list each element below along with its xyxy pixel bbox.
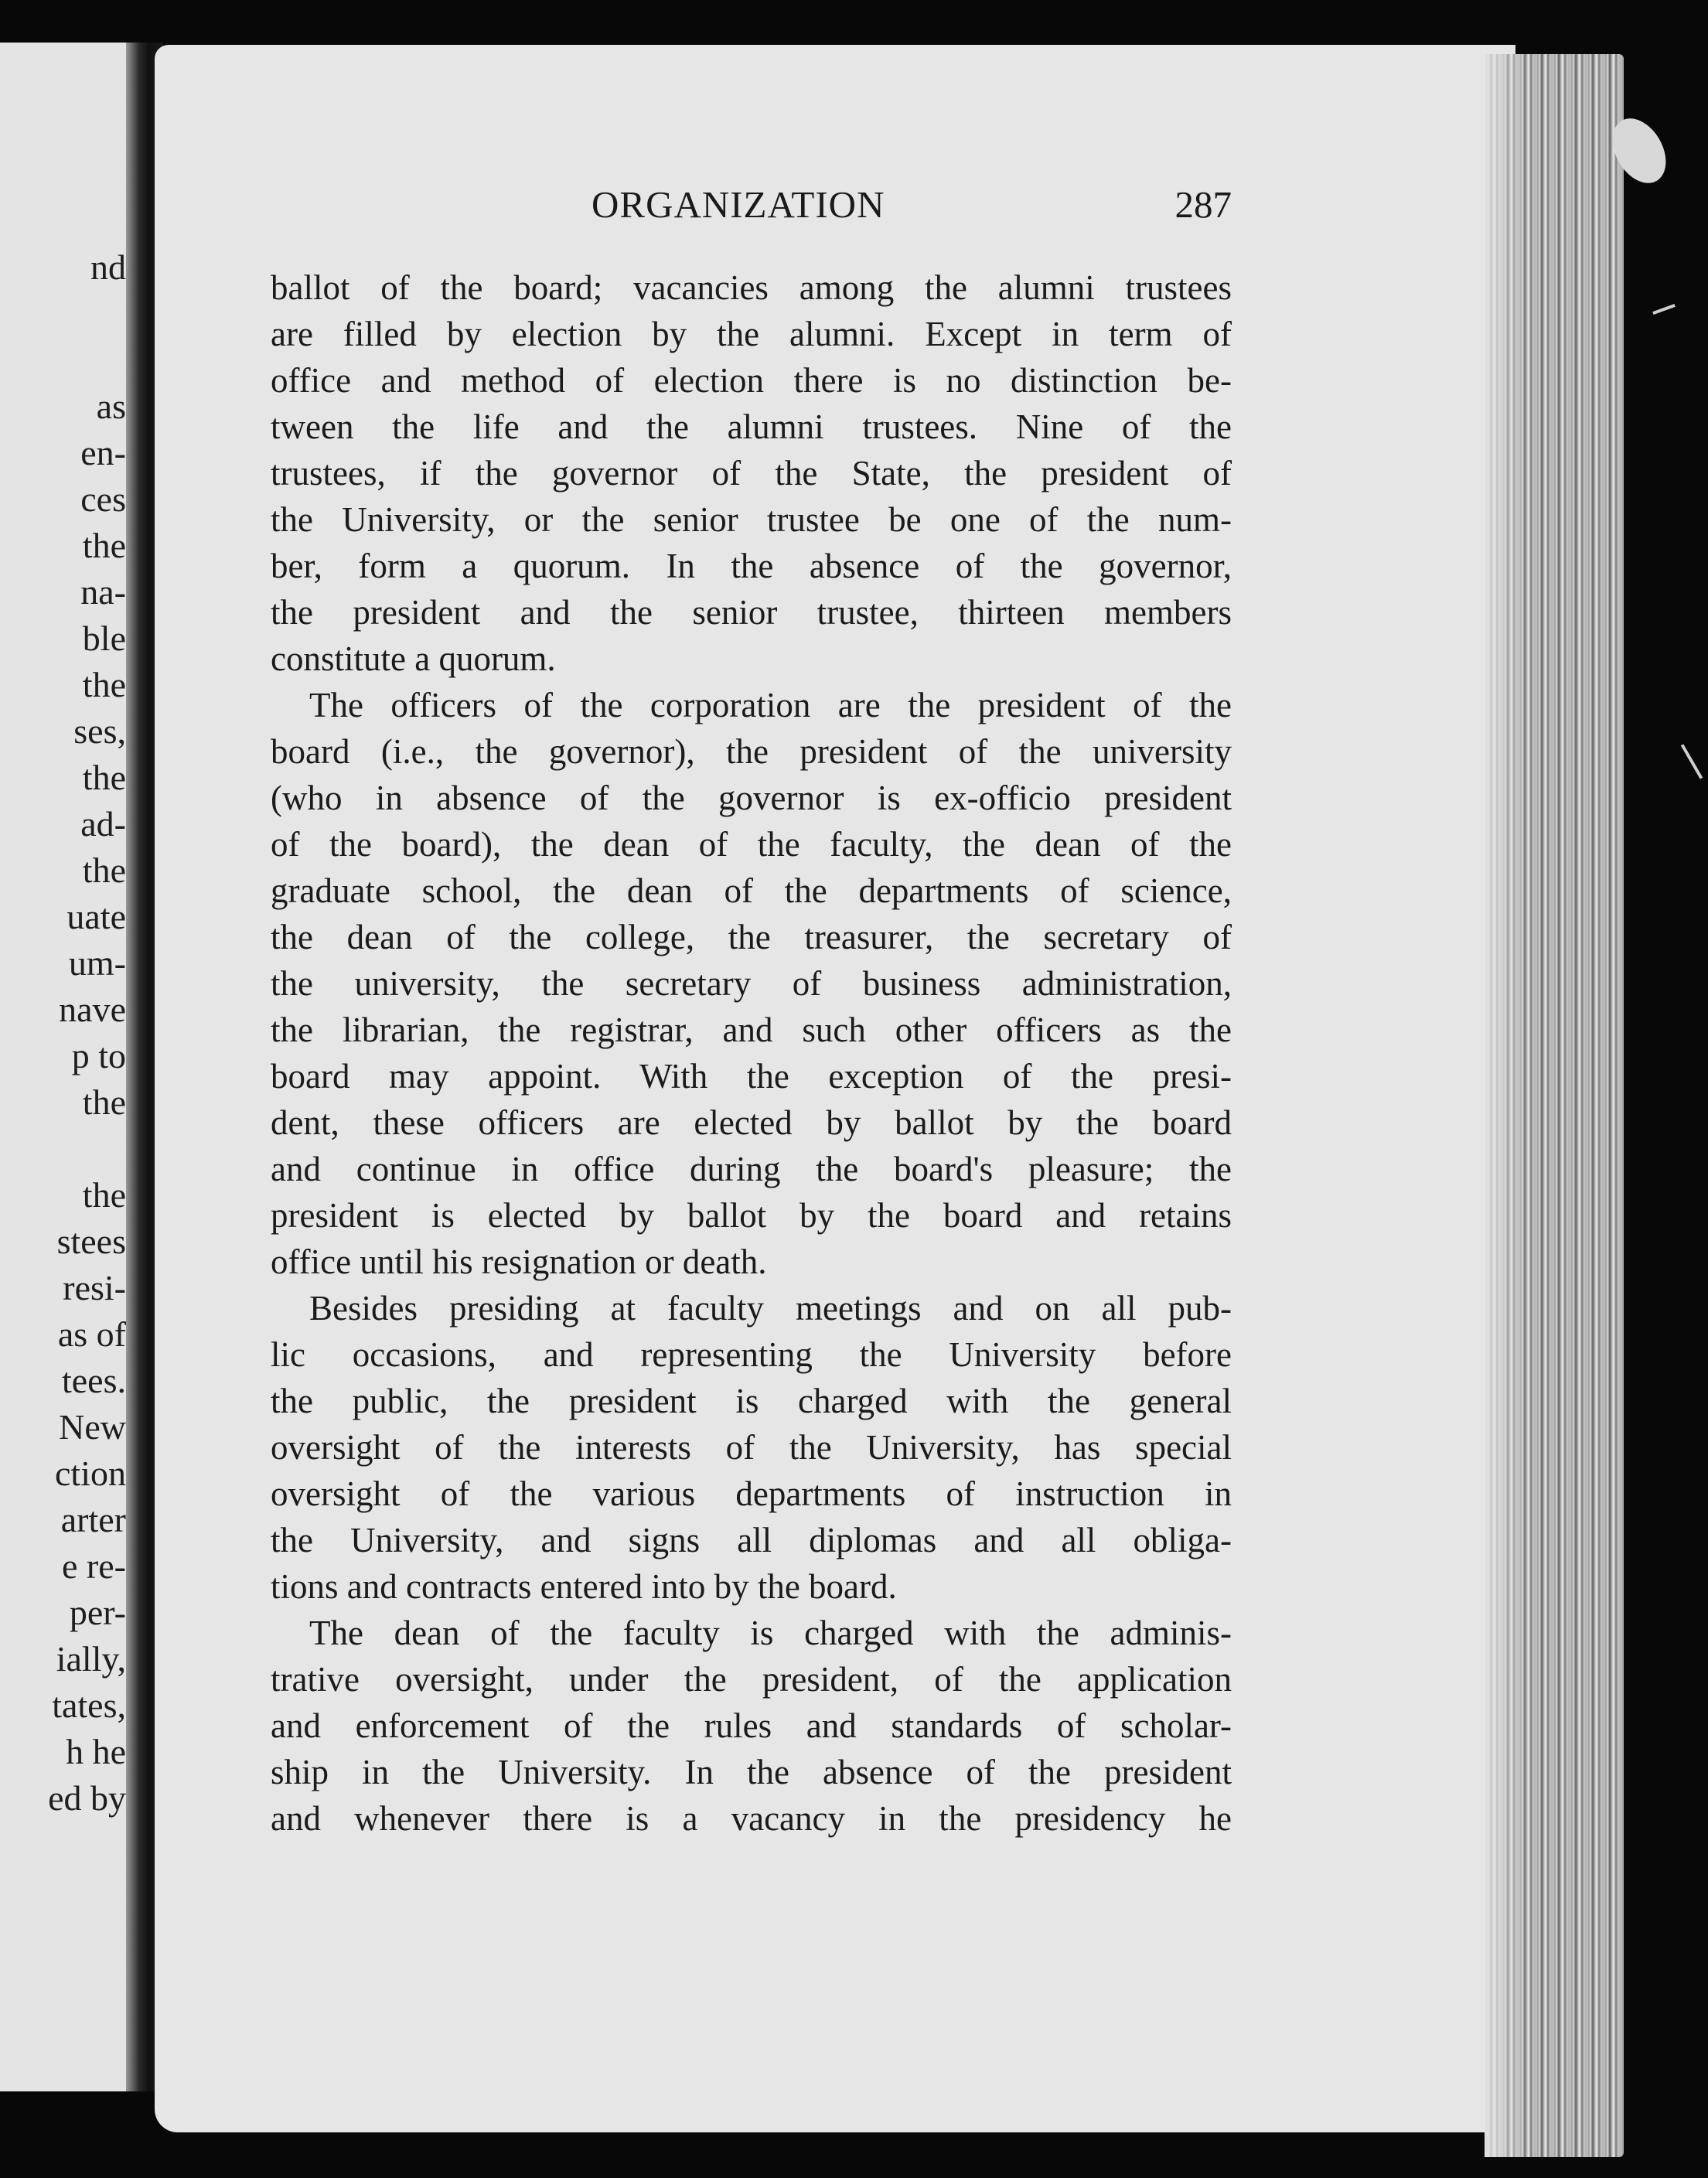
left-page-fragment: tates, <box>52 1685 126 1725</box>
text-line: tions and contracts entered into by the board. <box>271 1567 897 1606</box>
page-header <box>274 182 1232 237</box>
text-line: the librarian, the registrar, and such other officers as the <box>271 1011 1232 1049</box>
left-page-fragment: ces <box>80 479 126 519</box>
text-line: tween the life and the alumni trustees. Nine of the <box>271 407 1232 446</box>
text-line: oversight of the various departments of instruction in <box>271 1474 1232 1513</box>
text-line: the dean of the college, the treasurer, the secretary of <box>271 918 1232 956</box>
text-line: The dean of the faculty is charged with the adminis- <box>309 1614 1232 1652</box>
text-line: Besides presiding at faculty meetings and on all pub- <box>309 1289 1232 1328</box>
text-line: of the board), the dean of the faculty, the dean of the <box>271 825 1232 864</box>
text-line: ballot of the board; vacancies among the alumni trustees <box>271 268 1232 307</box>
left-page-fragment: e re- <box>62 1546 126 1586</box>
text-line: The officers of the corporation are the president of the <box>309 686 1232 724</box>
left-page-fragment: um- <box>68 943 126 983</box>
left-page-fragment: per- <box>69 1593 126 1632</box>
left-page-fragment: ses, <box>73 711 126 751</box>
text-line: and whenever there is a vacancy in the presidency he <box>271 1799 1232 1838</box>
left-page-fragment: na- <box>80 572 126 612</box>
left-page-fragment: the <box>82 1175 126 1215</box>
text-line: and continue in office during the board's pleasure; the <box>271 1150 1232 1188</box>
left-page-fragment: the <box>82 665 126 704</box>
page-edge-shadow <box>1485 54 1531 2157</box>
left-page-fragment: resi- <box>63 1268 126 1307</box>
left-page-fragment: h he <box>66 1732 126 1771</box>
text-line: president is elected by ballot by the board and retains <box>271 1196 1232 1235</box>
left-page-fragment: arter <box>60 1500 126 1539</box>
left-facing-page <box>0 43 135 2091</box>
left-page-fragment: the <box>82 850 126 890</box>
text-line: graduate school, the dean of the departments of science, <box>271 871 1232 910</box>
left-page-fragment: as of <box>57 1314 126 1354</box>
left-page-fragment: nd <box>90 247 126 287</box>
left-page-fragment: as <box>96 387 126 426</box>
text-line: trustees, if the governor of the State, the president of <box>271 454 1232 493</box>
left-page-fragment: ction <box>55 1454 126 1493</box>
running-head: ORGANIZATION <box>591 183 885 226</box>
text-line: the university, the secretary of business administration, <box>271 964 1232 1003</box>
scan-scratch <box>1652 304 1676 315</box>
text-line: constitute a quorum. <box>271 639 556 678</box>
text-line: are filled by election by the alumni. Except in term of <box>271 315 1232 353</box>
left-page-fragment: en- <box>80 433 126 472</box>
text-line: trative oversight, under the president, of the application <box>271 1660 1232 1699</box>
text-line: the University, or the senior trustee be one of the num- <box>271 500 1232 539</box>
text-line: dent, these officers are elected by ballot by the board <box>271 1103 1232 1142</box>
left-page-fragment: nave <box>59 990 126 1029</box>
text-line: (who in absence of the governor is ex-officio president <box>271 779 1232 817</box>
text-line: the public, the president is charged with the general <box>271 1382 1232 1420</box>
text-line: the president and the senior trustee, thirteen members <box>271 593 1232 632</box>
body-text <box>271 264 1232 1842</box>
text-line: board may appoint. With the exception of the presi- <box>271 1057 1232 1096</box>
left-page-fragment: ble <box>82 619 126 658</box>
page-number: 287 <box>1174 183 1232 226</box>
text-line: office until his resignation or death. <box>271 1242 767 1281</box>
text-line: ship in the University. In the absence of the president <box>271 1753 1232 1791</box>
text-line: office and method of election there is no distinction be- <box>271 361 1232 400</box>
left-page-fragment: the <box>82 1082 126 1122</box>
scan-scratch <box>1681 744 1703 779</box>
left-page-fragment: ad- <box>80 804 126 844</box>
text-line: ber, form a quorum. In the absence of the governor, <box>271 547 1232 585</box>
text-line: and enforcement of the rules and standards of scholar- <box>271 1706 1232 1745</box>
left-page-fragment: stees <box>56 1222 126 1261</box>
left-page-fragment: tees. <box>61 1361 126 1400</box>
left-page-fragment: ed by <box>48 1778 126 1818</box>
left-page-fragment: ially, <box>56 1639 126 1679</box>
left-page-fragment: New <box>59 1407 126 1447</box>
left-page-fragment: the <box>82 526 126 565</box>
text-line: lic occasions, and representing the University before <box>271 1335 1232 1374</box>
left-page-fragment: uate <box>66 897 126 936</box>
text-line: board (i.e., the governor), the president of the university <box>271 732 1232 771</box>
text-line: oversight of the interests of the University, has special <box>271 1428 1232 1467</box>
left-page-fragment: the <box>82 758 126 797</box>
text-line: the University, and signs all diplomas and all obliga- <box>271 1521 1232 1559</box>
left-page-fragment: p to <box>71 1036 126 1075</box>
